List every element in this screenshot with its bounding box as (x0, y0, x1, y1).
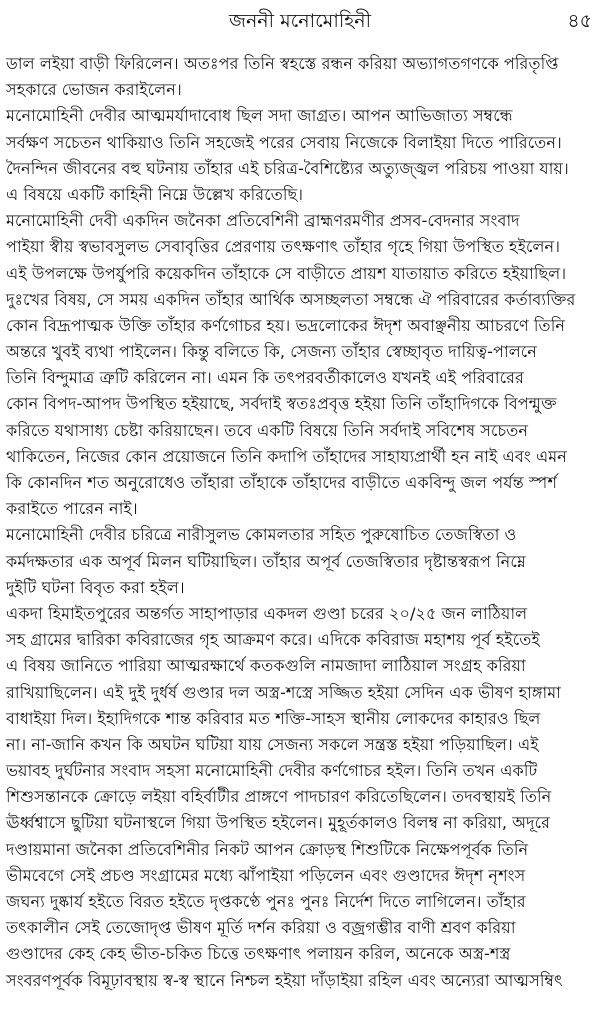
text-line: করিতে যথাসাধ্য চেষ্টা করিয়াছেন। তবে একটি বিষয়ে তিনি সর্বদাই সবিশেষ সচেতন (6, 420, 529, 440)
running-title: জননী মনোমোহিনী (228, 10, 372, 32)
text-line: সহকারে ভোজন করাইলেন। (6, 80, 182, 100)
text-line: সহ গ্রামের দ্বারিকা কবিরাজের গৃহ আক্রমণ করে। এদিকে কবিরাজ মহাশয় পূর্ব হইতেই (6, 630, 540, 650)
text-line: জঘন্য দুষ্কার্য হইতে বিরত হইতে দৃপ্তকণ্ঠে পুনঃ পুনঃ নির্দেশ দিতে লাগিলেন। তাঁহার (6, 892, 526, 911)
text-line: কোন বিপদ-আপদ উপস্থিত হইয়াছে, সর্বদাই স্বতঃপ্রবৃত্ত হইয়া তিনি তাঁহাদিগকে বিপন্মুক্ত (6, 394, 557, 414)
text-line: রাখিয়াছিলেন। এই দুই দুর্ধর্ষ গুণ্ডার দল অস্ত্র-শস্ত্রে সজ্জিত হইয়া সেদিন এক ভীষণ হাঙ্গামা (6, 682, 561, 702)
text-line: মনোমোহিনী দেবীর চরিত্রে নারীসুলভ কোমলতার সহিত পুরুষোচিত তেজস্বিতা ও (6, 525, 517, 545)
text-line: দণ্ডায়মানা জনৈকা প্রতিবেশিনীর নিকট আপন ক্রোড়স্থ শিশুটিকে নিক্ষেপপূর্বক তিনি (6, 839, 529, 859)
text-line: তৎকালীন সেই তেজোদৃপ্ত ভীষণ মূর্তি দর্শন করিয়া ও বজ্রগম্ভীর বাণী শ্রবণ করিয়া (6, 918, 516, 938)
body-text (6, 51, 594, 994)
text-line: সংবরণপূর্বক বিমূঢ়াবস্থায় স্ব-স্ব স্থানে নিশ্চল হইয়া দাঁড়াইয়া রহিল এবং অন্যেরা আত্মসম্বিৎ (6, 970, 563, 990)
text-line: শিশুসন্তানকে ক্রোড়ে লইয়া বহির্বাটীর প্রাঙ্গণে পাদচারণ করিতেছিলেন। তদবস্থায়ই তিনি (6, 787, 552, 807)
text-line: দৈনন্দিন জীবনের বহু ঘটনায় তাঁহার এই চরিত্র-বৈশিষ্ট্যের অত্যুজ্জ্বল পরিচয় পাওয়া যায়। (6, 158, 569, 178)
text-line: এই উপলক্ষে উপর্যুপরি কয়েকদিন তাঁহাকে সে বাড়ীতে প্রায়শ যাতায়াত করিতে হইয়াছিল। (6, 263, 567, 283)
page-number: ৪৫ (567, 10, 592, 32)
text-line: কি কোনদিন শত অনুরোধেও তাঁহারা তাঁহাকে তাঁহাদের বাড়ীতে একবিন্দু জল পর্যন্ত স্পর্শ (6, 473, 558, 492)
text-line: দুইটি ঘটনা বিবৃত করা হইল। (6, 577, 185, 597)
text-line: সর্বক্ষণ সচেতন থাকিয়াও তিনি সহজেই পরের সেবায় নিজেকে বিলাইয়া দিতে পারিতেন। (6, 132, 562, 152)
text-line: দুঃখের বিষয়, সে সময় একদিন তাঁহার আর্থিক অসচ্ছলতা সম্বন্ধে ঐ পরিবারের কর্তাব্যক্তির (6, 289, 576, 309)
text-line: এ বিষয় জানিতে পারিয়া আত্মরক্ষার্থে কতকগুলি নামজাদা লাঠিয়াল সংগ্রহ করিয়া (6, 656, 526, 676)
text-line: কর্মদক্ষতার এক অপূর্ব মিলন ঘটিয়াছিল। তাঁহার অপূর্ব তেজস্বিতার দৃষ্টান্তস্বরূপ নিম্নে (6, 551, 526, 571)
text-line: ভয়াবহ দুর্ঘটনার সংবাদ সহসা মনোমোহিনী দেবীর কর্ণগোচর হইল। তিনি তখন একটি (6, 761, 538, 781)
text-line: বাধাইয়া দিল। ইহাদিগকে শান্ত করিবার মত শক্তি-সাহস স্থানীয় লোকদের কাহারও ছিল (6, 708, 541, 728)
text-line: কোন বিদ্রূপাত্মক উক্তি তাঁহার কর্ণগোচর হয়। ভদ্রলোকের ঈদৃশ অবাঞ্ছনীয় আচরণে তিনি (6, 315, 565, 335)
page-header (0, 6, 600, 36)
text-line: একদা হিমাইতপুরের অন্তর্গত সাহাপাড়ার একদল গুণ্ডা চরের ২০/২৫ জন লাঠিয়াল (6, 603, 528, 623)
text-line: এ বিষয়ে একটি কাহিনী নিম্নে উল্লেখ করিতেছি। (6, 184, 304, 204)
text-line: মনোমোহিনী দেবীর আত্মমর্যাদাবোধ ছিল সদা জাগ্রত। আপন আভিজাত্য সম্বন্ধে (6, 106, 513, 126)
text-line: ডাল লইয়া বাড়ী ফিরিলেন। অতঃপর তিনি স্বহস্তে রন্ধন করিয়া অভ্যাগতগণকে পরিতৃপ্তি (6, 54, 559, 73)
text-line: গুণ্ডাদের কেহ কেহ ভীত-চকিত চিত্তে তৎক্ষণাৎ পলায়ন করিল, অনেকে অস্ত্র-শস্ত্র (6, 944, 511, 964)
text-line: তিনি বিন্দুমাত্র ত্রুটি করিলেন না। এমন কি তৎপরবর্তীকালেও যখনই এই পরিবারের (6, 368, 524, 388)
text-line: পাইয়া স্বীয় স্বভাবসুলভ সেবাবৃত্তির প্রেরণায় তৎক্ষণাৎ তাঁহার গৃহে গিয়া উপস্থিত হইলেন। (6, 237, 561, 257)
text-line: করাইতে পারেন নাই। (6, 499, 138, 519)
text-line: ভীমবেগে সেই প্রচণ্ড সংগ্রামের মধ্যে ঝাঁপাইয়া পড়িলেন এবং গুণ্ডাদের ঈদৃশ নৃশংস (6, 865, 526, 885)
text-line: মনোমোহিনী দেবী একদিন জনৈকা প্রতিবেশিনী ব্রাহ্মণরমণীর প্রসব-বেদনার সংবাদ (6, 211, 520, 231)
text-line: না। না-জানি কখন কি অঘটন ঘটিয়া যায় সেজন্য সকলে সন্ত্রস্ত হইয়া পড়িয়াছিল। এই (6, 734, 539, 754)
text-line: ঊর্ধ্বশ্বাসে ছুটিয়া ঘটনাস্থলে গিয়া উপস্থিত হইলেন। মুহূর্তকালও বিলম্ব না করিয়া, অদূরে (6, 813, 551, 833)
text-line: থাকিতেন, নিজের কোন প্রয়োজনে তিনি কদাপি তাঁহাদের সাহায্যপ্রার্থী হন নাই এবং এমন (6, 446, 567, 466)
text-line: অন্তরে খুবই ব্যথা পাইলেন। কিন্তু বলিতে কি, সেজন্য তাঁহার স্বেচ্ছাবৃত দায়িত্ব-পালনে (6, 342, 537, 362)
